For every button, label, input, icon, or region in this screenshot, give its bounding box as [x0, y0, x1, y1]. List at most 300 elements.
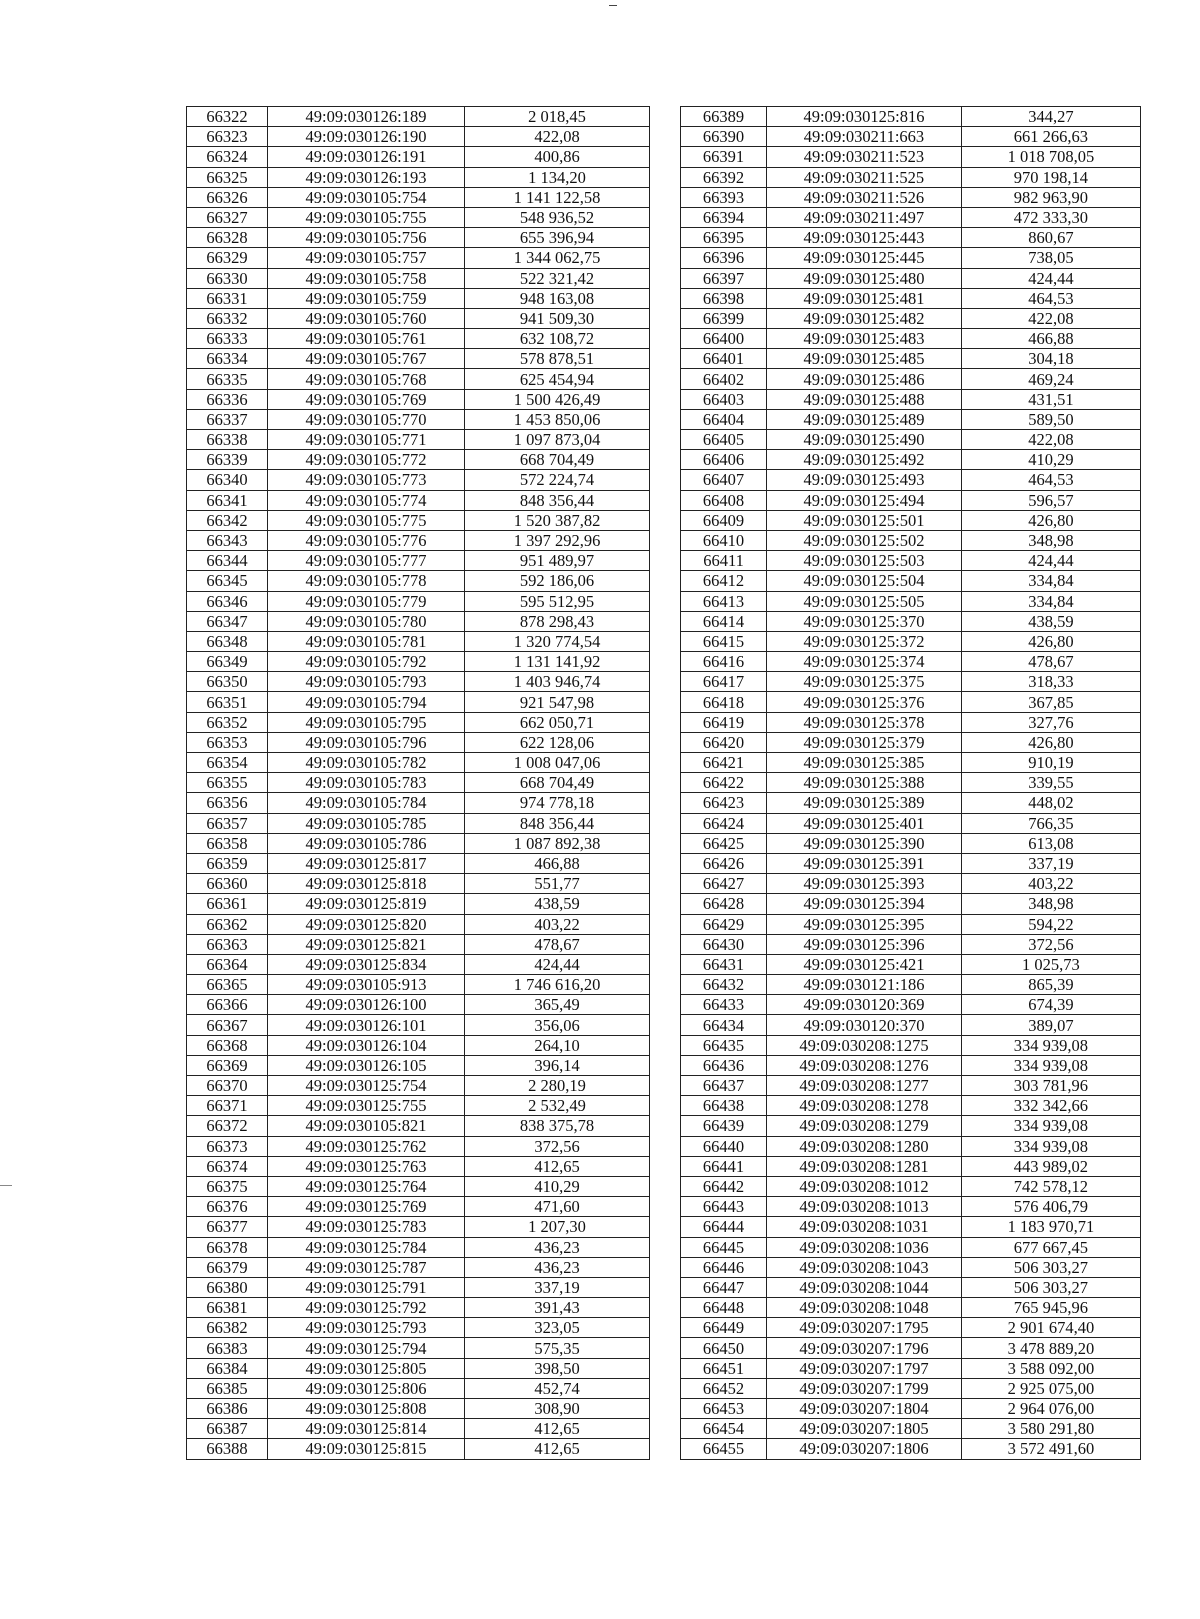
row-number-cell: 66420	[681, 732, 767, 752]
row-number-cell: 66393	[681, 187, 767, 207]
value-cell: 865,39	[961, 975, 1140, 995]
value-cell: 264,10	[465, 1035, 650, 1055]
cadastral-number-cell: 49:09:030105:756	[268, 228, 465, 248]
row-number-cell: 66343	[187, 530, 268, 550]
value-cell: 1 097 873,04	[465, 430, 650, 450]
table-row	[681, 631, 1141, 651]
value-cell: 410,29	[961, 450, 1140, 470]
row-number-cell: 66336	[187, 389, 268, 409]
cadastral-number-cell: 49:09:030211:663	[767, 127, 962, 147]
table-row	[187, 954, 650, 974]
table-row	[187, 732, 650, 752]
row-number-cell: 66354	[187, 753, 268, 773]
table-row	[681, 1439, 1141, 1459]
value-cell: 334 939,08	[961, 1136, 1140, 1156]
cadastral-number-cell: 49:09:030126:101	[268, 1015, 465, 1035]
value-cell: 1 397 292,96	[465, 530, 650, 550]
table-row	[187, 934, 650, 954]
row-number-cell: 66362	[187, 914, 268, 934]
table-row	[681, 167, 1141, 187]
value-cell: 1 453 850,06	[465, 409, 650, 429]
cadastral-number-cell: 49:09:030208:1278	[767, 1096, 962, 1116]
cadastral-number-cell: 49:09:030105:792	[268, 652, 465, 672]
registry-table-right	[680, 106, 1141, 1460]
cadastral-number-cell: 49:09:030125:485	[767, 349, 962, 369]
cadastral-number-cell: 49:09:030105:781	[268, 631, 465, 651]
table-row	[681, 954, 1141, 974]
table-row	[187, 975, 650, 995]
cadastral-number-cell: 49:09:030125:755	[268, 1096, 465, 1116]
row-number-cell: 66324	[187, 147, 268, 167]
table-row	[187, 1176, 650, 1196]
row-number-cell: 66329	[187, 248, 268, 268]
value-cell: 655 396,94	[465, 228, 650, 248]
value-cell: 506 303,27	[961, 1277, 1140, 1297]
cadastral-number-cell: 49:09:030105:782	[268, 753, 465, 773]
cadastral-number-cell: 49:09:030125:792	[268, 1298, 465, 1318]
table-row	[681, 1116, 1141, 1136]
cadastral-number-cell: 49:09:030125:375	[767, 672, 962, 692]
row-number-cell: 66408	[681, 490, 767, 510]
row-number-cell: 66339	[187, 450, 268, 470]
value-cell: 921 547,98	[465, 692, 650, 712]
table-row	[681, 773, 1141, 793]
value-cell: 303 781,96	[961, 1076, 1140, 1096]
table-row	[681, 369, 1141, 389]
row-number-cell: 66366	[187, 995, 268, 1015]
value-cell: 941 509,30	[465, 308, 650, 328]
value-cell: 472 333,30	[961, 207, 1140, 227]
row-number-cell: 66418	[681, 692, 767, 712]
value-cell: 469,24	[961, 369, 1140, 389]
value-cell: 1 207,30	[465, 1217, 650, 1237]
cadastral-number-cell: 49:09:030208:1048	[767, 1298, 962, 1318]
cadastral-number-cell: 49:09:030125:819	[268, 894, 465, 914]
cadastral-number-cell: 49:09:030125:783	[268, 1217, 465, 1237]
value-cell: 2 280,19	[465, 1076, 650, 1096]
row-number-cell: 66413	[681, 591, 767, 611]
cadastral-number-cell: 49:09:030125:793	[268, 1318, 465, 1338]
value-cell: 1 344 062,75	[465, 248, 650, 268]
value-cell: 422,08	[961, 308, 1140, 328]
cadastral-number-cell: 49:09:030125:389	[767, 793, 962, 813]
value-cell: 522 321,42	[465, 268, 650, 288]
value-cell: 344,27	[961, 107, 1140, 127]
table-row	[681, 248, 1141, 268]
row-number-cell: 66446	[681, 1257, 767, 1277]
table-row	[681, 692, 1141, 712]
cadastral-number-cell: 49:09:030208:1043	[767, 1257, 962, 1277]
table-row	[681, 450, 1141, 470]
row-number-cell: 66374	[187, 1156, 268, 1176]
cadastral-number-cell: 49:09:030105:757	[268, 248, 465, 268]
table-row	[681, 127, 1141, 147]
table-row	[187, 1136, 650, 1156]
row-number-cell: 66442	[681, 1176, 767, 1196]
table-row	[187, 167, 650, 187]
cadastral-number-cell: 49:09:030126:100	[268, 995, 465, 1015]
value-cell: 1 141 122,58	[465, 187, 650, 207]
row-number-cell: 66355	[187, 773, 268, 793]
table-row	[187, 369, 650, 389]
value-cell: 1 500 426,49	[465, 389, 650, 409]
cadastral-number-cell: 49:09:030105:770	[268, 409, 465, 429]
value-cell: 1 134,20	[465, 167, 650, 187]
value-cell: 356,06	[465, 1015, 650, 1035]
value-cell: 2 964 076,00	[961, 1399, 1140, 1419]
cadastral-number-cell: 49:09:030105:754	[268, 187, 465, 207]
row-number-cell: 66400	[681, 329, 767, 349]
value-cell: 337,19	[465, 1277, 650, 1297]
row-number-cell: 66407	[681, 470, 767, 490]
row-number-cell: 66436	[681, 1055, 767, 1075]
cadastral-number-cell: 49:09:030105:773	[268, 470, 465, 490]
row-number-cell: 66341	[187, 490, 268, 510]
row-number-cell: 66394	[681, 207, 767, 227]
cadastral-number-cell: 49:09:030126:189	[268, 107, 465, 127]
cadastral-number-cell: 49:09:030105:779	[268, 591, 465, 611]
value-cell: 412,65	[465, 1156, 650, 1176]
table-row	[681, 732, 1141, 752]
table-row	[187, 631, 650, 651]
cadastral-number-cell: 49:09:030125:814	[268, 1419, 465, 1439]
row-number-cell: 66353	[187, 732, 268, 752]
table-row	[187, 833, 650, 853]
value-cell: 742 578,12	[961, 1176, 1140, 1196]
table-row	[187, 207, 650, 227]
row-number-cell: 66389	[681, 107, 767, 127]
table-row	[187, 1116, 650, 1136]
value-cell: 412,65	[465, 1439, 650, 1459]
value-cell: 674,39	[961, 995, 1140, 1015]
value-cell: 478,67	[465, 934, 650, 954]
table-row	[187, 409, 650, 429]
value-cell: 339,55	[961, 773, 1140, 793]
cadastral-number-cell: 49:09:030105:758	[268, 268, 465, 288]
row-number-cell: 66415	[681, 631, 767, 651]
value-cell: 426,80	[961, 510, 1140, 530]
value-cell: 970 198,14	[961, 167, 1140, 187]
value-cell: 438,59	[465, 894, 650, 914]
row-number-cell: 66390	[681, 127, 767, 147]
value-cell: 595 512,95	[465, 591, 650, 611]
table-row	[187, 1419, 650, 1439]
value-cell: 2 925 075,00	[961, 1378, 1140, 1398]
table-row	[187, 1055, 650, 1075]
value-cell: 365,49	[465, 995, 650, 1015]
cadastral-number-cell: 49:09:030105:784	[268, 793, 465, 813]
table-row	[681, 1035, 1141, 1055]
row-number-cell: 66397	[681, 268, 767, 288]
cadastral-number-cell: 49:09:030120:370	[767, 1015, 962, 1035]
value-cell: 551,77	[465, 874, 650, 894]
row-number-cell: 66452	[681, 1378, 767, 1398]
cadastral-number-cell: 49:09:030207:1799	[767, 1378, 962, 1398]
cadastral-number-cell: 49:09:030208:1279	[767, 1116, 962, 1136]
value-cell: 426,80	[961, 631, 1140, 651]
value-cell: 422,08	[465, 127, 650, 147]
row-number-cell: 66399	[681, 308, 767, 328]
table-row	[681, 268, 1141, 288]
value-cell: 452,74	[465, 1378, 650, 1398]
cadastral-number-cell: 49:09:030125:763	[268, 1156, 465, 1176]
row-number-cell: 66451	[681, 1358, 767, 1378]
table-row	[681, 147, 1141, 167]
row-number-cell: 66454	[681, 1419, 767, 1439]
table-row	[681, 1217, 1141, 1237]
row-number-cell: 66375	[187, 1176, 268, 1196]
table-row	[681, 591, 1141, 611]
cadastral-number-cell: 49:09:030105:785	[268, 813, 465, 833]
cadastral-number-cell: 49:09:030125:818	[268, 874, 465, 894]
value-cell: 396,14	[465, 1055, 650, 1075]
value-cell: 403,22	[961, 874, 1140, 894]
value-cell: 738,05	[961, 248, 1140, 268]
table-row	[187, 1237, 650, 1257]
cadastral-number-cell: 49:09:030105:794	[268, 692, 465, 712]
table-row	[681, 1399, 1141, 1419]
table-row	[187, 652, 650, 672]
cadastral-number-cell: 49:09:030105:774	[268, 490, 465, 510]
value-cell: 348,98	[961, 530, 1140, 550]
cadastral-number-cell: 49:09:030125:385	[767, 753, 962, 773]
row-number-cell: 66337	[187, 409, 268, 429]
row-number-cell: 66351	[187, 692, 268, 712]
cadastral-number-cell: 49:09:030105:778	[268, 571, 465, 591]
table-row	[681, 187, 1141, 207]
row-number-cell: 66348	[187, 631, 268, 651]
cadastral-number-cell: 49:09:030125:502	[767, 530, 962, 550]
cadastral-number-cell: 49:09:030125:754	[268, 1076, 465, 1096]
cadastral-number-cell: 49:09:030125:794	[268, 1338, 465, 1358]
row-number-cell: 66422	[681, 773, 767, 793]
cadastral-number-cell: 49:09:030208:1280	[767, 1136, 962, 1156]
table-row	[187, 1439, 650, 1459]
table-row	[187, 753, 650, 773]
value-cell: 1 320 774,54	[465, 631, 650, 651]
cadastral-number-cell: 49:09:030126:105	[268, 1055, 465, 1075]
cadastral-number-cell: 49:09:030207:1795	[767, 1318, 962, 1338]
row-number-cell: 66396	[681, 248, 767, 268]
table-row	[187, 773, 650, 793]
value-cell: 332 342,66	[961, 1096, 1140, 1116]
table-row	[681, 853, 1141, 873]
row-number-cell: 66453	[681, 1399, 767, 1419]
table-row	[187, 1318, 650, 1338]
value-cell: 2 018,45	[465, 107, 650, 127]
table-row	[187, 1197, 650, 1217]
cadastral-number-cell: 49:09:030125:481	[767, 288, 962, 308]
value-cell: 668 704,49	[465, 450, 650, 470]
value-cell: 367,85	[961, 692, 1140, 712]
row-number-cell: 66340	[187, 470, 268, 490]
value-cell: 848 356,44	[465, 813, 650, 833]
row-number-cell: 66402	[681, 369, 767, 389]
value-cell: 1 520 387,82	[465, 510, 650, 530]
cadastral-number-cell: 49:09:030125:374	[767, 652, 962, 672]
table-row	[187, 712, 650, 732]
cadastral-number-cell: 49:09:030125:482	[767, 308, 962, 328]
table-row	[187, 1015, 650, 1035]
table-row	[681, 833, 1141, 853]
value-cell: 1 008 047,06	[465, 753, 650, 773]
row-number-cell: 66405	[681, 430, 767, 450]
value-cell: 400,86	[465, 147, 650, 167]
row-number-cell: 66416	[681, 652, 767, 672]
row-number-cell: 66342	[187, 510, 268, 530]
row-number-cell: 66376	[187, 1197, 268, 1217]
row-number-cell: 66419	[681, 712, 767, 732]
cadastral-number-cell: 49:09:030105:783	[268, 773, 465, 793]
table-row	[681, 975, 1141, 995]
cadastral-number-cell: 49:09:030125:808	[268, 1399, 465, 1419]
cadastral-number-cell: 49:09:030125:370	[767, 611, 962, 631]
table-row	[681, 329, 1141, 349]
value-cell: 974 778,18	[465, 793, 650, 813]
cadastral-number-cell: 49:09:030125:376	[767, 692, 962, 712]
table-row	[187, 430, 650, 450]
table-row	[681, 288, 1141, 308]
cadastral-number-cell: 49:09:030105:760	[268, 308, 465, 328]
table-row	[187, 510, 650, 530]
cadastral-number-cell: 49:09:030105:776	[268, 530, 465, 550]
table-row	[187, 611, 650, 631]
cadastral-number-cell: 49:09:030105:775	[268, 510, 465, 530]
table-row	[681, 409, 1141, 429]
cadastral-number-cell: 49:09:030120:369	[767, 995, 962, 1015]
row-number-cell: 66367	[187, 1015, 268, 1035]
cadastral-number-cell: 49:09:030125:480	[767, 268, 962, 288]
row-number-cell: 66414	[681, 611, 767, 631]
row-number-cell: 66439	[681, 1116, 767, 1136]
row-number-cell: 66361	[187, 894, 268, 914]
cadastral-number-cell: 49:09:030125:443	[767, 228, 962, 248]
value-cell: 632 108,72	[465, 329, 650, 349]
value-cell: 436,23	[465, 1257, 650, 1277]
row-number-cell: 66445	[681, 1237, 767, 1257]
table-row	[187, 874, 650, 894]
table-row	[187, 1277, 650, 1297]
table-row	[681, 1156, 1141, 1176]
cadastral-number-cell: 49:09:030125:501	[767, 510, 962, 530]
cadastral-number-cell: 49:09:030208:1031	[767, 1217, 962, 1237]
cadastral-number-cell: 49:09:030208:1036	[767, 1237, 962, 1257]
value-cell: 3 588 092,00	[961, 1358, 1140, 1378]
table-row	[187, 349, 650, 369]
value-cell: 372,56	[465, 1136, 650, 1156]
value-cell: 422,08	[961, 430, 1140, 450]
cadastral-number-cell: 49:09:030207:1805	[767, 1419, 962, 1439]
cadastral-number-cell: 49:09:030125:395	[767, 914, 962, 934]
value-cell: 1 087 892,38	[465, 833, 650, 853]
cadastral-number-cell: 49:09:030125:489	[767, 409, 962, 429]
row-number-cell: 66345	[187, 571, 268, 591]
value-cell: 471,60	[465, 1197, 650, 1217]
table-row	[681, 874, 1141, 894]
scan-mark-top	[609, 5, 617, 6]
table-row	[681, 1197, 1141, 1217]
value-cell: 1 131 141,92	[465, 652, 650, 672]
row-number-cell: 66448	[681, 1298, 767, 1318]
cadastral-number-cell: 49:09:030125:396	[767, 934, 962, 954]
row-number-cell: 66434	[681, 1015, 767, 1035]
registry-table-left	[186, 106, 650, 1460]
table-row	[187, 1298, 650, 1318]
table-row	[187, 1035, 650, 1055]
row-number-cell: 66335	[187, 369, 268, 389]
cadastral-number-cell: 49:09:030211:526	[767, 187, 962, 207]
cadastral-number-cell: 49:09:030125:503	[767, 551, 962, 571]
row-number-cell: 66427	[681, 874, 767, 894]
row-number-cell: 66381	[187, 1298, 268, 1318]
row-number-cell: 66410	[681, 530, 767, 550]
table-row	[681, 1358, 1141, 1378]
table-row	[681, 611, 1141, 631]
table-row	[187, 187, 650, 207]
cadastral-number-cell: 49:09:030125:421	[767, 954, 962, 974]
table-row	[681, 551, 1141, 571]
table-row	[187, 470, 650, 490]
table-row	[681, 490, 1141, 510]
row-number-cell: 66325	[187, 167, 268, 187]
table-row	[187, 1378, 650, 1398]
cadastral-number-cell: 49:09:030125:486	[767, 369, 962, 389]
value-cell: 3 572 491,60	[961, 1439, 1140, 1459]
cadastral-number-cell: 49:09:030105:780	[268, 611, 465, 631]
row-number-cell: 66417	[681, 672, 767, 692]
cadastral-number-cell: 49:09:030207:1797	[767, 1358, 962, 1378]
table-row	[681, 1096, 1141, 1116]
row-number-cell: 66322	[187, 107, 268, 127]
row-number-cell: 66421	[681, 753, 767, 773]
value-cell: 3 478 889,20	[961, 1338, 1140, 1358]
table-row	[187, 147, 650, 167]
row-number-cell: 66349	[187, 652, 268, 672]
table-row	[187, 551, 650, 571]
table-row	[187, 591, 650, 611]
table-row	[681, 107, 1141, 127]
table-row	[681, 1338, 1141, 1358]
cadastral-number-cell: 49:09:030125:445	[767, 248, 962, 268]
cadastral-number-cell: 49:09:030125:784	[268, 1237, 465, 1257]
value-cell: 308,90	[465, 1399, 650, 1419]
row-number-cell: 66326	[187, 187, 268, 207]
value-cell: 838 375,78	[465, 1116, 650, 1136]
table-row	[681, 228, 1141, 248]
row-number-cell: 66404	[681, 409, 767, 429]
cadastral-number-cell: 49:09:030126:191	[268, 147, 465, 167]
cadastral-number-cell: 49:09:030125:834	[268, 954, 465, 974]
cadastral-number-cell: 49:09:030211:523	[767, 147, 962, 167]
value-cell: 1 746 616,20	[465, 975, 650, 995]
cadastral-number-cell: 49:09:030125:816	[767, 107, 962, 127]
value-cell: 592 186,06	[465, 571, 650, 591]
table-row	[681, 712, 1141, 732]
row-number-cell: 66455	[681, 1439, 767, 1459]
scan-mark-left-edge	[0, 1185, 12, 1186]
table-row	[187, 571, 650, 591]
row-number-cell: 66450	[681, 1338, 767, 1358]
row-number-cell: 66371	[187, 1096, 268, 1116]
table-row	[187, 389, 650, 409]
table-row	[681, 207, 1141, 227]
table-row	[187, 1338, 650, 1358]
cadastral-number-cell: 49:09:030208:1275	[767, 1035, 962, 1055]
value-cell: 548 936,52	[465, 207, 650, 227]
cadastral-number-cell: 49:09:030125:401	[767, 813, 962, 833]
value-cell: 951 489,97	[465, 551, 650, 571]
cadastral-number-cell: 49:09:030105:796	[268, 732, 465, 752]
